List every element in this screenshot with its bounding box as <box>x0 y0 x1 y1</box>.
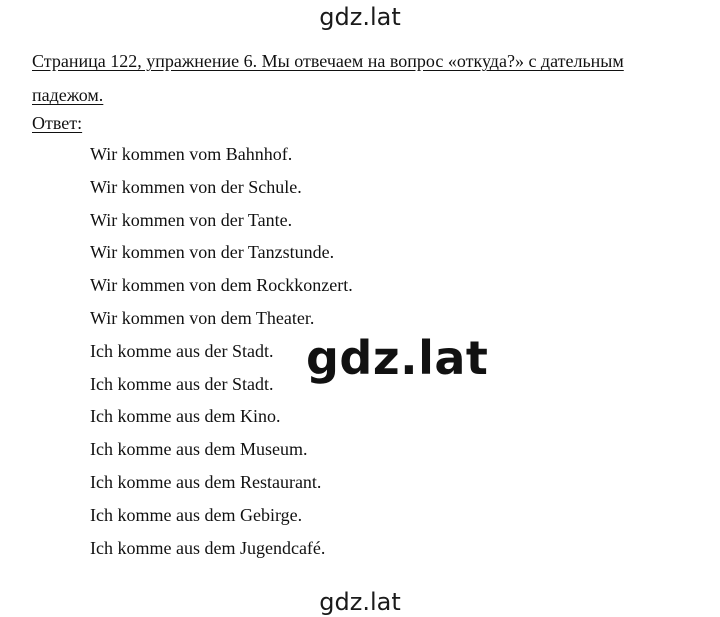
answer-line: Ich komme aus dem Museum. <box>90 439 308 460</box>
answer-line: Wir kommen von dem Theater. <box>90 307 315 328</box>
answer-line: Ich komme aus dem Kino. <box>90 406 281 427</box>
answer-line: Ich komme aus dem Restaurant. <box>90 471 322 492</box>
answer-line: Wir kommen von der Schule. <box>90 176 302 197</box>
task-header: Страница 122, упражнение 6. Мы отвечаем на вопрос «откуда?» с дательным падежом. <box>32 51 624 105</box>
answer-line: Ich komme aus dem Jugendcafé. <box>90 537 326 558</box>
watermark-center: gdz.lat <box>306 331 489 385</box>
answer-line: Wir kommen von der Tanzstunde. <box>90 242 335 263</box>
answer-line: Ich komme aus der Stadt. <box>90 340 274 361</box>
answer-line: Ich komme aus der Stadt. <box>90 373 274 394</box>
watermark-top: gdz.lat <box>319 3 401 31</box>
answer-line: Wir kommen von dem Rockkonzert. <box>90 275 353 296</box>
answer-label: Ответ: <box>32 113 83 133</box>
answer-line: Ich komme aus dem Gebirge. <box>90 504 303 525</box>
answer-line: Wir kommen von der Tante. <box>90 209 293 230</box>
watermark-bottom: gdz.lat <box>319 588 401 616</box>
answer-line: Wir kommen vom Bahnhof. <box>90 144 293 164</box>
